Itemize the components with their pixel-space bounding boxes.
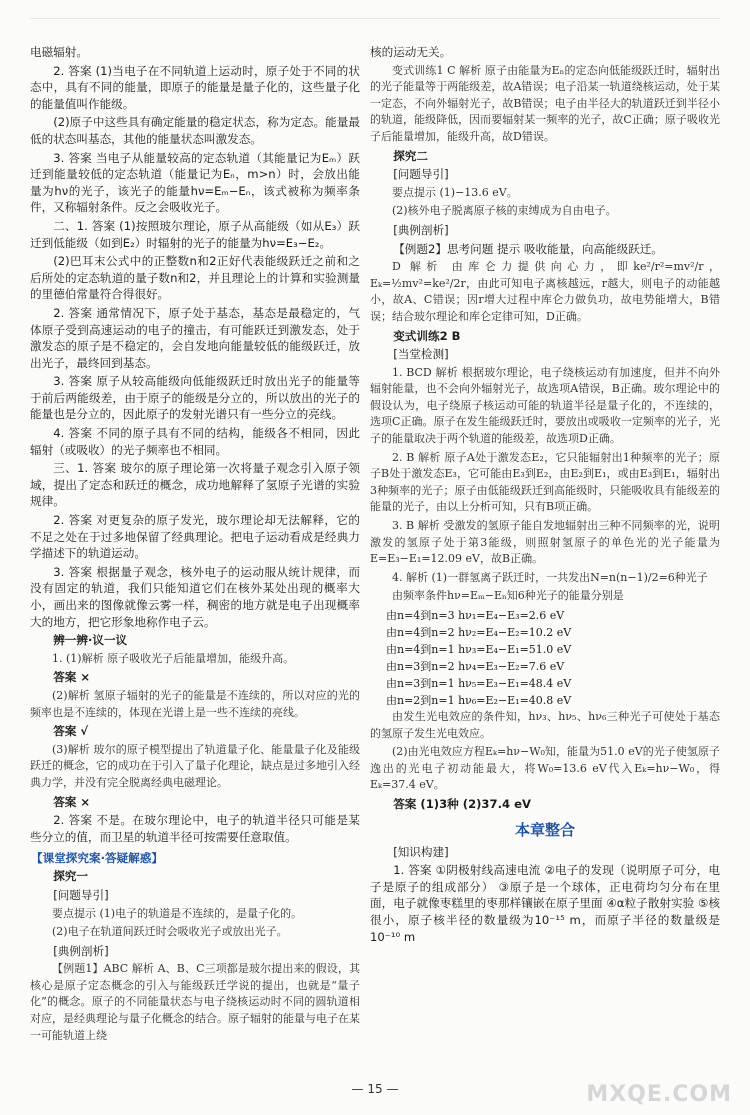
para: 三、1. 答案 玻尔的原子理论第一次将量子观念引入原子领域，提出了定态和跃迁的概念，成功地解释了氢原子光谱的实验规律。 (30, 461, 360, 509)
subsection: [问题导引] (393, 167, 449, 182)
analysis: 2. B 解析 原子A处于激发态E₂，它只能辐射出1种频率的光子；原子B处于激发态E₃，它可能由E₃到E₂，由E₂到E₁，或由E₃到E₁，辐射出3种频率的光子；原子由低能级跃迁到高能级时，只能吸收具有能级差的能量的光子，由以上分析可知，只有B项正确。 (370, 450, 720, 514)
watermark-logo: MXQE.COM (586, 1082, 732, 1107)
answer: 答案 × (53, 794, 91, 809)
para: 1. 答案 ①阴极射线高速电流 ②电子的发现（说明原子可分，电子是原子的组成部分） ③原子是一个球体，正电荷均匀分布在里面，电子就像枣糕里的枣那样镶嵌在原子里面 ④α粒子散射实验 ⑤核很小，原子核半径的数量级为10⁻¹⁵ m，而原子半径的数量级是10⁻¹⁰ m (370, 863, 720, 944)
para: 3. 答案 根据量子观念，核外电子的运动服从统计规律，而没有固定的轨道，我们只能知道它们在核外某处出现的概率大小，画出来的图像就像云雾一样，稠密的地方就是电子出现概率大的地方，把它形象地称作电子云。 (30, 564, 360, 629)
equation-line: 由n=2到n=1 hν₆=E₂−E₁=40.8 eV (386, 694, 572, 707)
analysis: 【例题1】ABC 解析 A、B、C三项都是玻尔提出来的假设，其核心是原子定态概念的引入与能级跃迁学说的提出，也就是“量子化”的概念。原子的不同能量状态与电子绕核运动时不同的圆轨道相对应，是经典理论与量子化概念的结合。原子辐射的能量与电子在某一可能轨道上绕 (30, 962, 360, 1042)
para: 4. 答案 不同的原子具有不同的结构，能级各不相同，因此辐射（或吸收）的光子频率也不相同。 (30, 426, 360, 457)
answer: 答案 × (53, 670, 91, 685)
para: 【例题2】思考问题 提示 吸收能量，向高能级跃迁。 (393, 241, 663, 256)
analysis: 要点提示 (1)−13.6 eV。 (392, 185, 518, 199)
para: 2. 答案 通常情况下，原子处于基态，基态是最稳定的，气体原子受到高速运动的电子的撞击，有可能跃迁到激发态，处于激发态的原子是不稳定的，会自发地向能量较低的能级跃迁，放出光子，最终回到基态。 (30, 305, 360, 370)
analysis: (2)核外电子脱离原子核的束缚成为自由电子。 (392, 204, 617, 218)
answer: 答案 √ (53, 724, 89, 739)
left-column (30, 44, 360, 1046)
analysis: 4. 解析 (1)一群氢离子跃迁时，一共发出N=n(n−1)/2=6种光子 (392, 570, 708, 584)
para: (2)巴耳末公式中的正整数n和2正好代表能级跃迁之前和之后所处的定态轨道的量子数n和2，并且理论上的计算和实验测量的里德伯常量符合得很好。 (30, 254, 360, 302)
subsection: [典例剖析] (53, 943, 109, 958)
subsection: [问题导引] (53, 887, 109, 902)
analysis: (2)解析 氢原子辐射的光子的能量是不连续的，所以对应的光的频率也是不连续的，体现在光谱上是一些不连续的亮线。 (30, 688, 360, 719)
para: 2. 答案 不是。在玻尔理论中，电子的轨道半径只可能是某些分立的值，而卫星的轨道半径可按需要任意取值。 (30, 813, 360, 844)
section-title: 探究一 (53, 869, 88, 884)
analysis: 要点提示 (1)电子的轨道是不连续的，是量子化的。 (52, 906, 303, 920)
analysis: 变式训练1 C 解析 原子由能量为Eₙ的定态向低能级跃迁时，辐射出的光子能量等于两能级差，故A错误；电子沿某一轨道绕核运动，处于某一定态，不向外辐射光子，故B错误；电子由半径大的轨道跃迁到半径小的轨道，能级降低，因而要辐射某一频率的光子，故C正确；原子吸收光子后能量增加，能级升高，故D错误。 (370, 63, 720, 143)
analysis: 1. (1)解析 原子吸收光子后能量增加，能级升高。 (52, 651, 295, 665)
page-number: — 15 — (351, 1082, 399, 1096)
para: 核的运动无关。 (370, 45, 452, 59)
analysis: (3)解析 玻尔的原子模型提出了轨道量子化、能量量子化及能级跃迁的概念，它的成功在于引入了量子化理论，缺点是过多地引入经典力学，并没有完全脱离经典电磁理论。 (30, 742, 360, 789)
para: 3. 答案 原子从较高能级向低能级跃迁时放出光子的能量等于前后两能级差，由于原子的能级是分立的，所以放出的光子的能量也是分立的，因此原子的发射光谱只有一些分立的亮线。 (30, 374, 360, 422)
section-title: 探究二 (393, 148, 428, 163)
para: 电磁辐射。 (30, 45, 88, 59)
answer: 变式训练2 B (393, 328, 461, 343)
subsection: [当堂检测] (393, 347, 449, 362)
top-rule (30, 18, 720, 19)
analysis: (2)电子在轨道间跃迁时会吸收光子或放出光子。 (52, 925, 288, 939)
para: 2. 答案 (1)当电子在不同轨道上运动时，原子处于不同的状态中，具有不同的能量，即原子的能量是量子化的，这些量子化的能量值叫作能级。 (30, 63, 360, 111)
para: 二、1. 答案 (1)按照玻尔理论，原子从高能级（如从E₃）跃迁到低能级（如到E₂）时辐射的光子的能量为hν=E₃−E₂。 (30, 218, 360, 250)
equation-line: 由n=4到n=1 hν₃=E₄−E₁=51.0 eV (386, 643, 572, 656)
class-tag: 【课堂探究案·答疑解惑】 (31, 851, 163, 866)
equation-line: 由n=4到n=2 hν₂=E₄−E₂=10.2 eV (386, 626, 572, 639)
analysis: 由发生光电效应的条件知，hν₃、hν₅、hν₆三种光子可使处于基态的氢原子发生光电效应。 (370, 710, 720, 740)
equation-line: 由n=3到n=1 hν₅=E₃−E₁=48.4 eV (386, 677, 572, 690)
analysis: 3. B 解析 受激发的氢原子能自发地辐射出三种不同频率的光，说明激发的氢原子处于第3能级，则照射氢原子的单色光的光子能量为E=E₃−E₁=12.09 eV，故B正确。 (370, 519, 720, 566)
analysis: D 解析 由库仑力提供向心力，即ke²/r²=mv²/r，Eₖ=½mv²=ke²/2r，由此可知电子离核越远，r越大，则电子的动能越小，故A、C错误；因r增大过程中库仑力做负功，故电势能增大，B错误；结合玻尔理论和库仑定律可知，D正确。 (370, 260, 720, 323)
subsection: [典例剖析] (393, 222, 449, 237)
para: 3. 答案 当电子从能量较高的定态轨道（其能量记为Eₘ）跃迁到能量较低的定态轨道（能量记为Eₙ，m>n）时，会放出能量为hν的光子，该光子的能量hν=Eₘ−Eₙ，该式被称为频率条件，又称辐射条件。反之会吸收光子。 (30, 150, 360, 215)
answer: 答案 (1)3种 (2)37.4 eV (393, 796, 531, 811)
para: (2)原子中这些具有确定能量的稳定状态，称为定态。能量最低的状态叫基态，其他的能量状态叫激发态。 (30, 115, 360, 146)
section-title: 辨一辨·议一议 (53, 633, 128, 648)
equation-line: 由n=3到n=2 hν₄=E₃−E₂=7.6 eV (386, 660, 565, 673)
analysis: 由频率条件hν=Eₘ−Eₙ知6种光子的能量分别是 (392, 589, 624, 603)
para: 2. 答案 对更复杂的原子发光，玻尔理论却无法解释，它的不足之处在于过多地保留了经典理论。把电子运动看成是经典力学描述下的轨道运动。 (30, 513, 360, 561)
analysis: (2)由光电效应方程Eₖ=hν−W₀知，能量为51.0 eV的光子使氢原子逸出的光电子初动能最大，将W₀=13.6 eV代入Eₖ=hν−W₀，得Eₖ=37.4 eV。 (370, 745, 720, 792)
subsection: [知识构建] (393, 844, 449, 859)
right-column (370, 44, 720, 947)
equation-line: 由n=4到n=3 hν₁=E₄−E₃=2.6 eV (386, 609, 565, 622)
chapter-title: 本章整合 (514, 820, 575, 839)
analysis: 1. BCD 解析 根据玻尔理论，电子绕核运动有加速度，但并不向外辐射能量，也不会向外辐射光子，故选项A错误，B正确。玻尔理论中的假设认为，电子绕原子核运动可能的轨道半径是量子化的，不连续的，选项C正确。原子在发生能级跃迁时，要放出或吸收一定频率的光子，光子的能量取决于两个轨道的能级差，故选项D正确。 (370, 365, 720, 446)
